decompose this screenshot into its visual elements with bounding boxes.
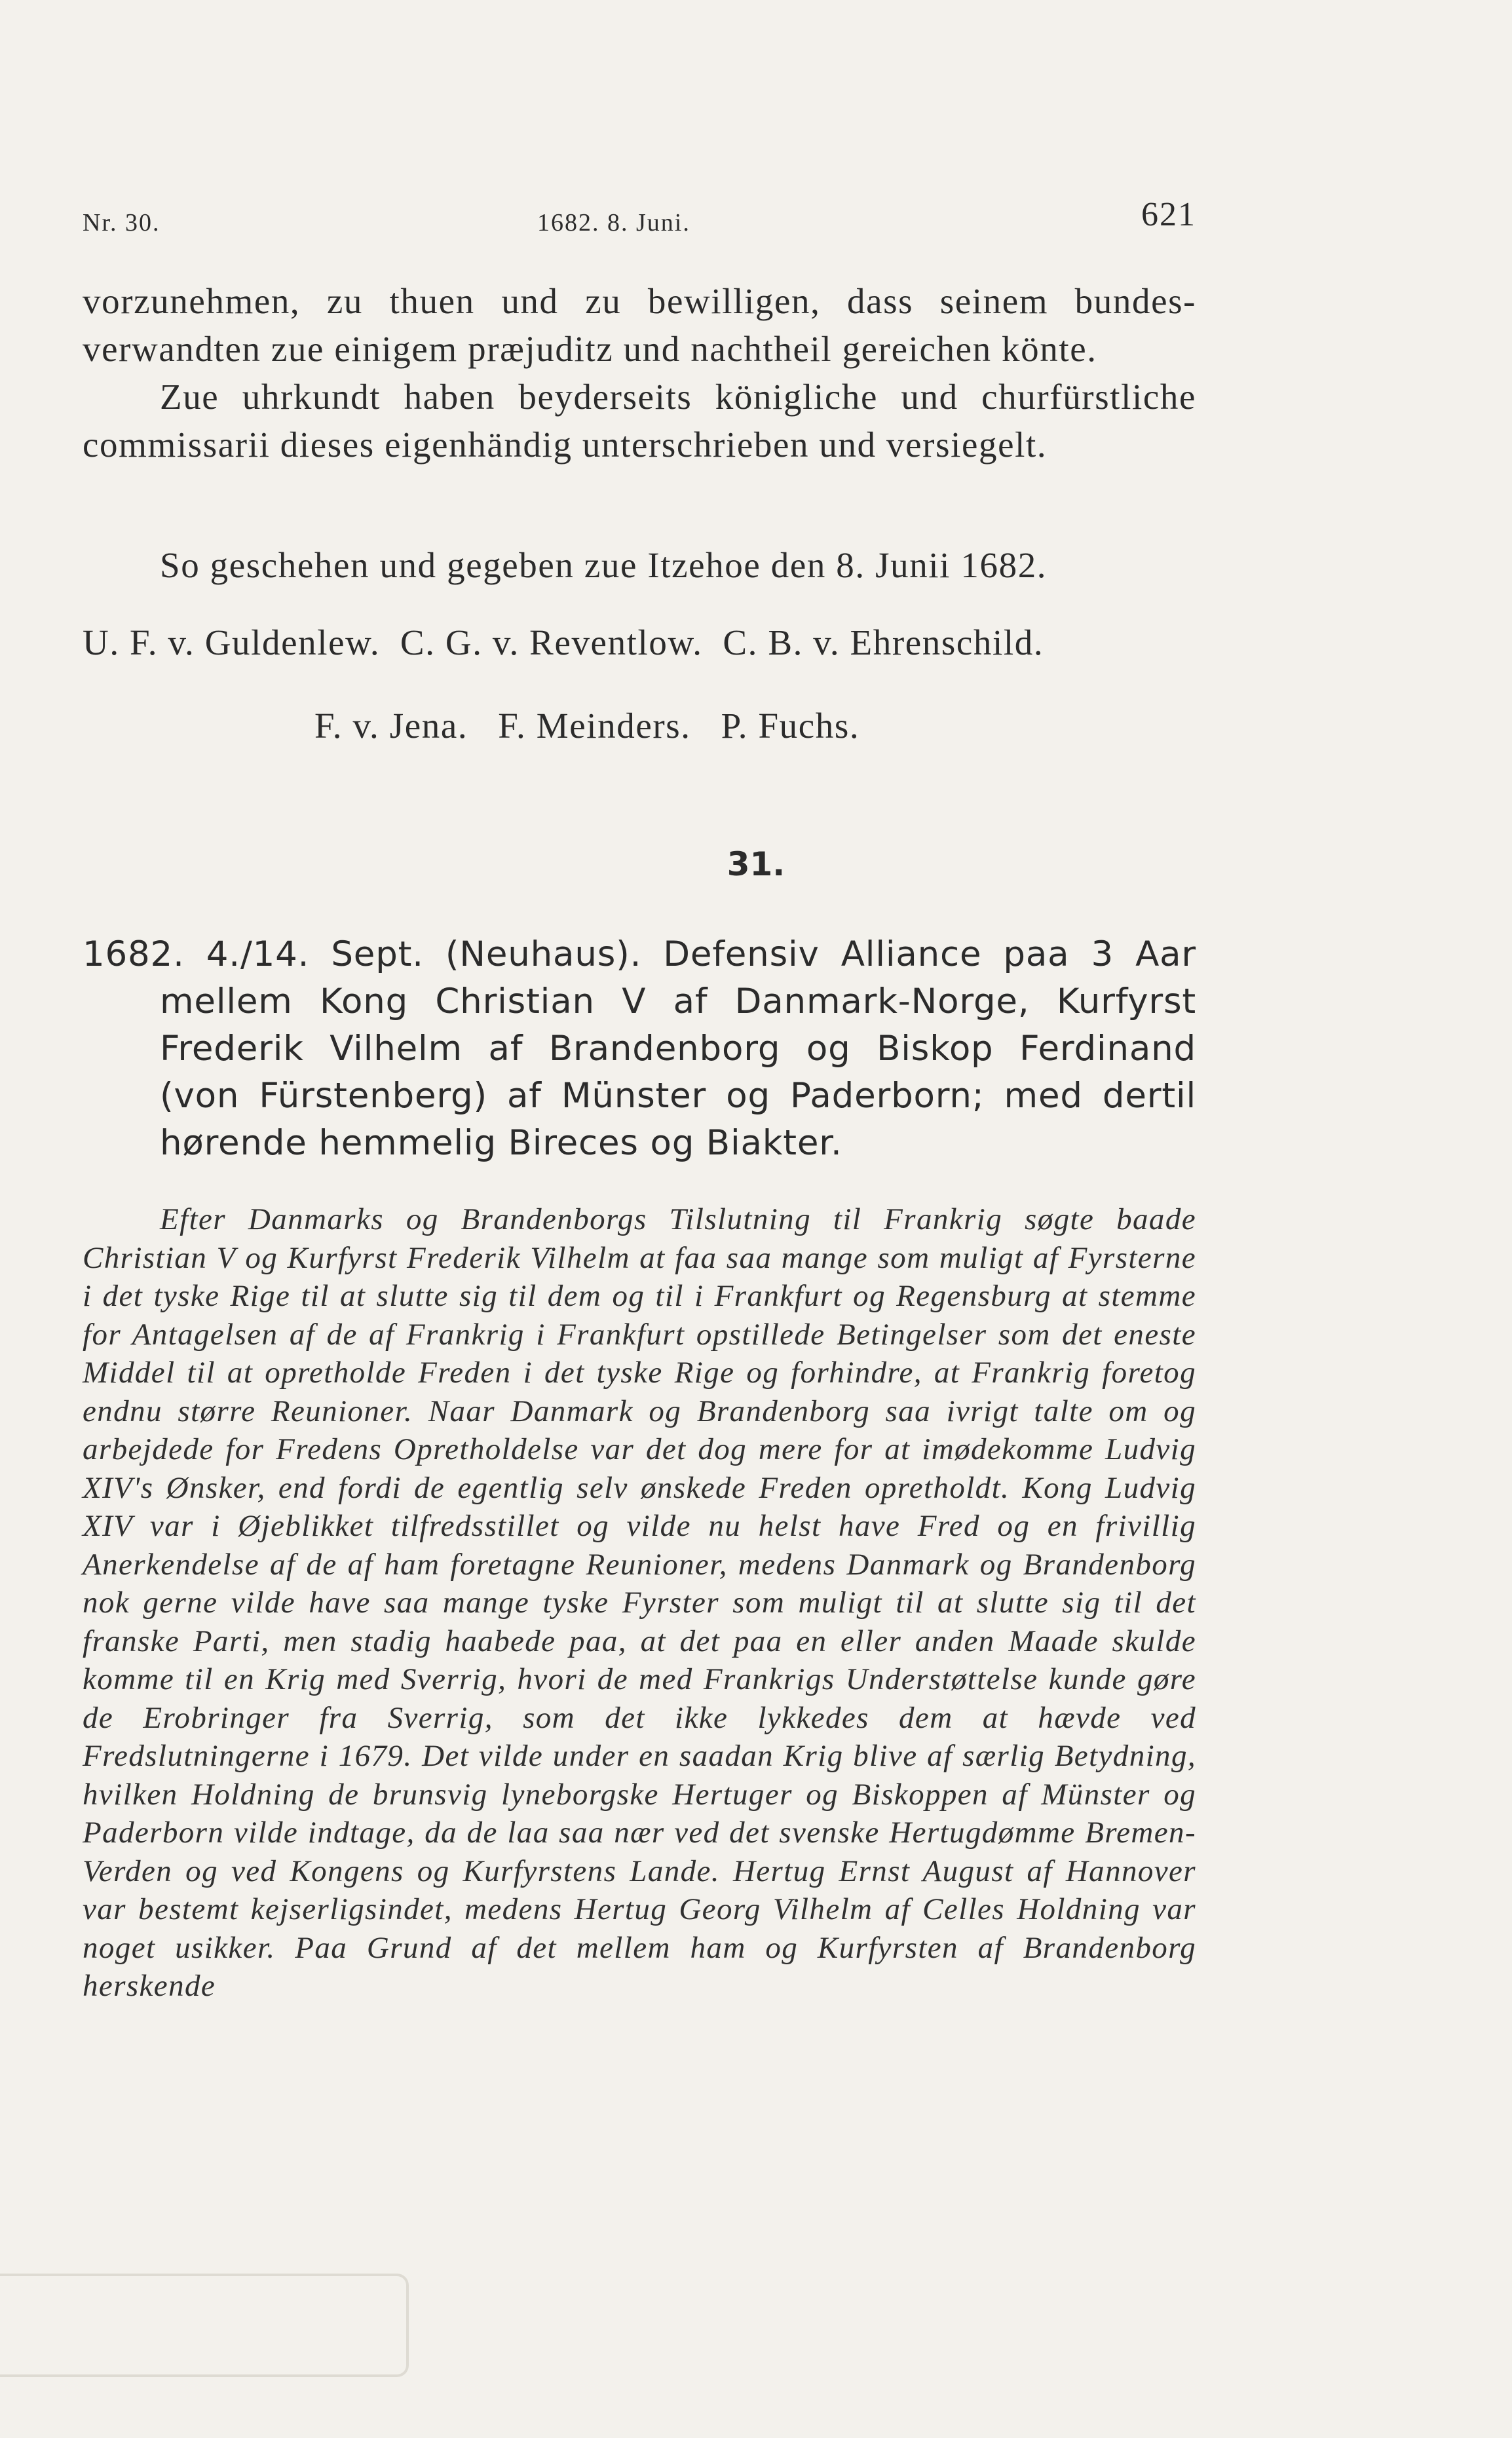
document-heading bbox=[83, 931, 1196, 1167]
page-number: 621 bbox=[1141, 196, 1196, 233]
closing-formula: So geschehen und gegeben zue Itzehoe den 8. Junii 1682. bbox=[160, 545, 1048, 585]
heading-text: 1682. 4./14. Sept. (Neuhaus). Defensiv Alliance paa 3 Aar mellem Kong Christian V af Danmark-Norge, Kurfyrst Frederik Vilhelm af Brandenborg og Biskop Ferdinand (von Fürstenberg) af Münster og Paderborn; med dertil hørende hemmelig Bireces og Biakter. bbox=[83, 934, 1196, 1163]
signatories-line-1: U. F. v. Guldenlew. C. G. v. Reventlow. C. B. v. Ehrenschild. bbox=[83, 622, 1044, 662]
continuation-paragraph: vorzunehmen, zu thuen und zu bewilligen, dass seinem bundes-verwandten zue einigem præjuditz und nachtheil gereichen könte. bbox=[83, 281, 1196, 369]
attestation-paragraph: Zue uhrkundt haben beyderseits königliche und churfürstliche commissarii dieses eigenhändig unterschrieben und versiegelt. bbox=[83, 377, 1196, 465]
signatories-line-2: F. v. Jena. F. Meinders. P. Fuchs. bbox=[314, 706, 860, 746]
introduction-paragraph: Efter Danmarks og Brandenborgs Tilslutning til Frankrig søgte baade Christian V og Kurfyrst Frederik Vilhelm at faa saa mange som muligt af Fyrsterne i det tyske Rige til at slutte sig til dem og til i Frankfurt og Regensburg at stemme for Antagelsen af de af Frankrig i Frankfurt opstillede Betingelser som det eneste Middel til at opretholde Freden i det tyske Rige og forhindre, at Frankrig foretog endnu større Reunioner. Naar Danmark og Brandenborg saa ivrigt talte om og arbejdede for Fredens Opretholdelse var det dog mere for at imødekomme Ludvig XIV's Ønsker, end fordi de egentlig selv ønskede Freden opretholdt. Kong Ludvig XIV var i Øjeblikket tilfredsstillet og vilde nu helst have Fred og en frivillig Anerkendelse af de af ham foretagne Reunioner, medens Danmark og Brandenborg nok gerne vilde have saa mange tyske Fyrster som muligt til at slutte sig til det franske Parti, men stadig haabede paa, at det paa en eller anden Maade skulde komme til en Krig med Sverrig, hvori de med Frankrigs Understøttelse kunde gøre de Erobringer fra Sverrig, som det ikke lykkedes dem at hævde ved Fredslutningerne i 1679. Det vilde under en saadan Krig blive af særlig Betydning, hvilken Holdning de brunsvig lyneborgske Hertuger og Biskoppen af Münster og Paderborn vilde indtage, da de laa saa nær ved det svenske Hertugdømme Bremen-Verden og ved Kongens og Kurfyrstens Lande. Hertug Ernst August af Hannover var bestemt kejserligsindet, medens Hertug Georg Vilhelm af Celles Holdning var noget usikker. Paa Grund af det mellem ham og Kurfyrsten af Brandenborg herskende bbox=[83, 1202, 1196, 2003]
document-number: 31. bbox=[727, 845, 785, 883]
running-header bbox=[83, 195, 1196, 241]
header-document-number: Nr. 30. bbox=[83, 209, 161, 237]
header-date: 1682. 8. Juni. bbox=[537, 209, 690, 237]
previous-document-text bbox=[83, 277, 1196, 468]
page-edge-bracket bbox=[0, 2274, 409, 2377]
